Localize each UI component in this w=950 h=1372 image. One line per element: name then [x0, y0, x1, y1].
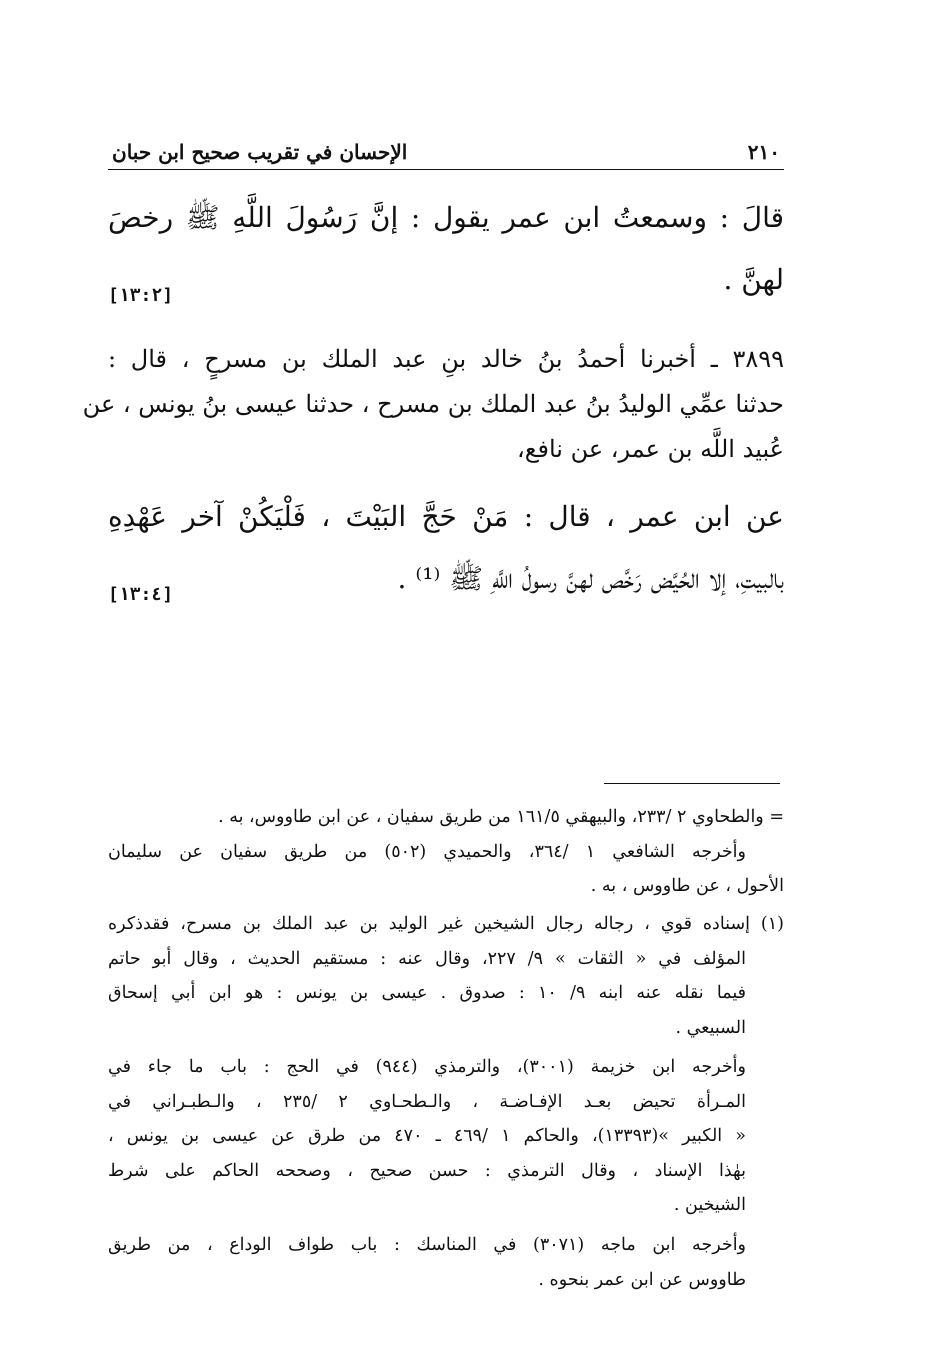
- hadith-3899-isnad: [82, 337, 785, 472]
- footnote-line: طاووس عن ابن عمر بنحوه .: [538, 1269, 746, 1290]
- footnote-line: المؤلف في « الثقات » ٩/ ٢٢٧، وقال عنه : مستقيم الحديث ، وقال أبو حاتم: [108, 948, 746, 969]
- running-header: [108, 135, 784, 170]
- hadith-previous-line: قالَ : وسمعتُ ابن عمر يقول : إنَّ رَسُولَ اللَّهِ ﷺ رخصَ: [108, 201, 784, 234]
- book-title: الإحسان في تقريب صحيح ابن حبان: [112, 140, 408, 164]
- footnote-1: [108, 907, 784, 1045]
- page-number: ٢١٠: [747, 140, 780, 164]
- footnote-line: (١) إسناده قوي ، رجاله رجال الشيخين غير الوليد بن عبد الملك بن مسرح، فقدذكره: [108, 914, 784, 934]
- hadith-previous-reference: [١٣:٢]: [108, 285, 174, 306]
- footnote-line: = والطحاوي ٢ /٢٣٣، والبيهقي ١٦١/٥ من طريق سفيان ، عن ابن طاووس، به .: [218, 807, 784, 827]
- footnote-line: الشيخين .: [673, 1195, 746, 1215]
- footnote-line: السبيعي .: [675, 1017, 746, 1038]
- footnote-line: الأحول ، عن طاووس ، به .: [590, 876, 784, 896]
- footnote-line: فيما نقله عنه ابنه ٩/ ١٠ : صدوق . عيسى بن يونس : هو ابن أبي إسحاق: [108, 983, 746, 1003]
- hadith-previous-line: لهنَّ .: [723, 263, 784, 296]
- footnote-line: « الكبير »(١٣٣٩٣)، والحاكم ١ /٤٦٩ ـ ٤٧٠ من طرق عن عيسى بن يونس ،: [108, 1126, 746, 1146]
- footnote-line: وأخرجه ابن ماجه (٣٠٧١) في المناسك : باب طواف الوداع ، من طريق: [108, 1235, 747, 1255]
- matn-line: بالبيتِ، إلا الحُيَّض رَخَّص لهنَّ رسولُ اللَّهِ ﷺ ⁽¹⁾ .: [397, 562, 784, 595]
- footnote-line: بهٰذا الإسناد ، وقال الترمذي : حسن صحيح ، وصححه الحاكم على شرط: [108, 1160, 746, 1181]
- footnote-line: المـرأة تحيض بعـد الإفـاضـة ، والـطحـاوي ٢ /٢٣٥ ، والـطبـراني في: [108, 1091, 746, 1112]
- footnote-1-paragraph-2: [108, 1050, 784, 1223]
- hadith-previous: [108, 187, 784, 311]
- isnad-line: ٣٨٩٩ ـ أخبرنا أحمدُ بنُ خالد بنِ عبد الملك بن مسرحٍ ، قال :: [108, 345, 785, 373]
- footnote-continued: [108, 800, 784, 904]
- footnote-line: وأخرجه الشافعي ١ /٣٦٤، والحميدي (٥٠٢) من طريق سفيان عن سليمان: [108, 841, 746, 862]
- footnote-1-paragraph-3: [108, 1228, 784, 1297]
- isnad-line: عُبيد اللَّه بن عمر، عن نافع،: [516, 435, 784, 463]
- hadith-3899-matn: [108, 486, 784, 610]
- footnote-separator: [604, 783, 780, 784]
- footnote-line: وأخرجه ابن خزيمة (٣٠٠١)، والترمذي (٩٤٤) في الحج : باب ما جاء في: [108, 1057, 746, 1077]
- matn-line: عن ابن عمر ، قال : مَنْ حَجَّ البَيْتَ ، فَلْيَكُنْ آخر عَهْدِهِ: [108, 500, 784, 533]
- hadith-3899-reference: [١٣:٤]: [108, 584, 174, 605]
- isnad-line: حدثنا عمِّي الوليدُ بنُ عبد الملك بن مسرح ، حدثنا عيسى بنُ يونس ، عن: [82, 390, 784, 418]
